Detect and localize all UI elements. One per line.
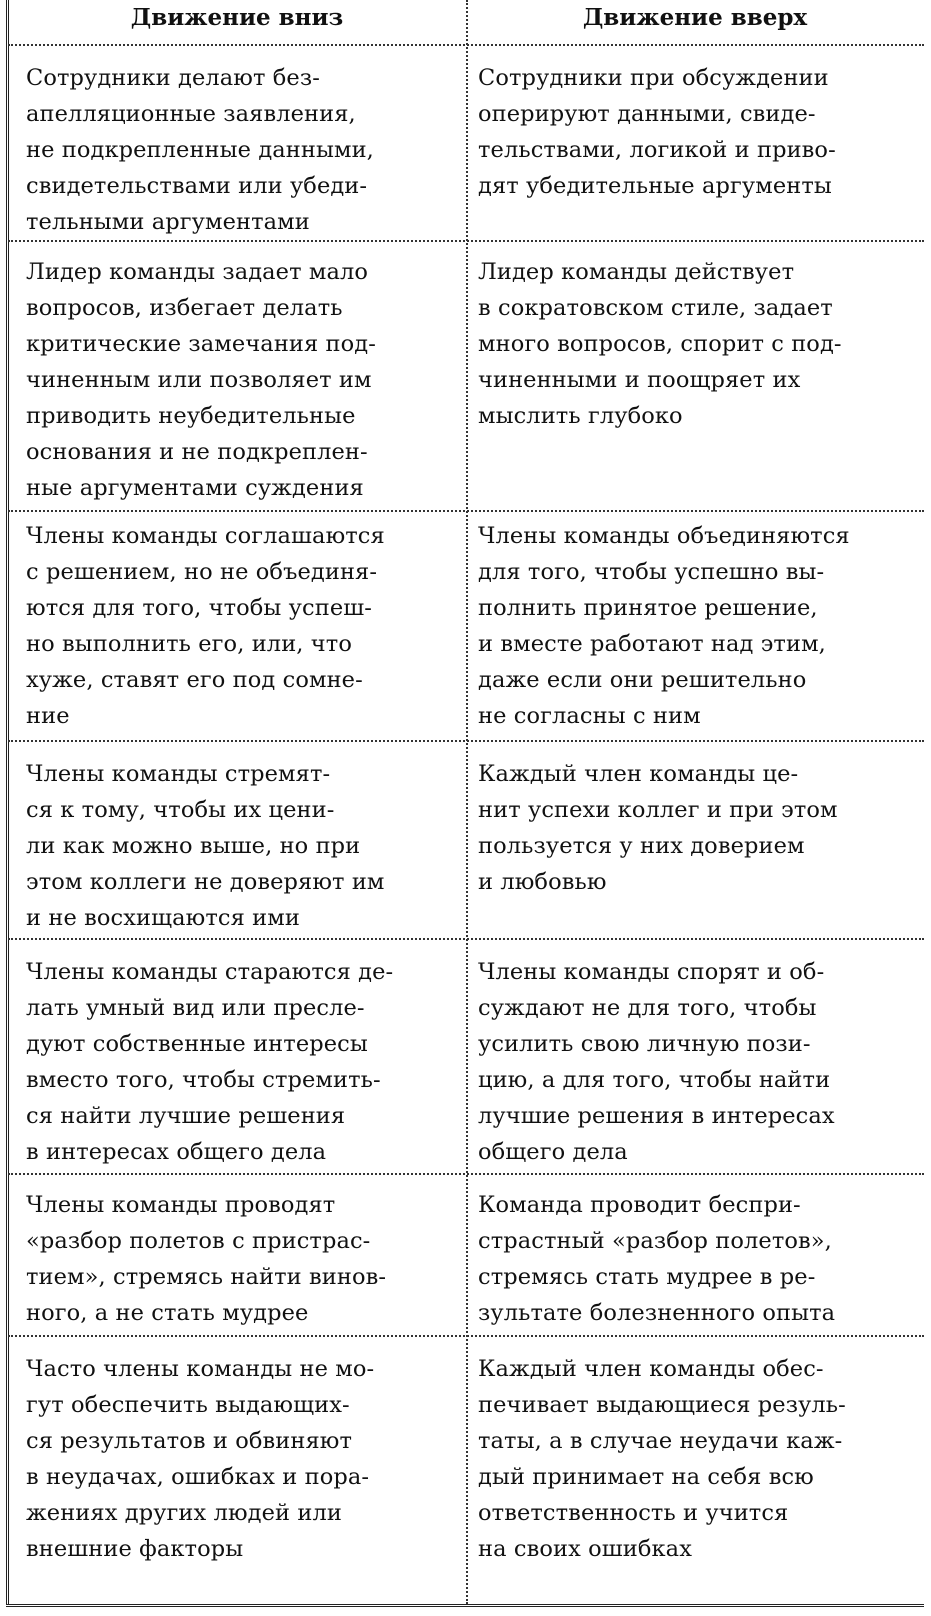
cell-down: Члены команды стараются де- лать умный вид или пресле- дуют собственные интересы вместо того, чтобы стремить- ся найти лучшие решения в интересах общего дела [26,959,394,1165]
table-row [8,512,924,742]
cell-down: Члены команды проводят «разбор полетов с пристрас- тием», стремясь найти винов- ного, а не стать мудрее [26,1192,387,1326]
table-header [0,0,931,45]
bottom-border-rule [6,1604,924,1607]
cell-up: Сотрудники при обсуждении оперируют данными, свиде- тельствами, логикой и приво- дят убедительные аргументы [478,65,836,199]
cell-up: Каждый член команды обес- печивает выдающиеся резуль- таты, а в случае неудачи каж- дый принимает на себя всю ответственность и учится на своих ошибках [478,1356,846,1562]
cell-up: Команда проводит беспри- страстный «разбор полетов», стремясь стать мудрее в ре- зультате болезненного опыта [478,1192,836,1326]
cell-down: Сотрудники делают без- апелляционные заявления, не подкрепленные данными, свидетельствами или убеди- тельными аргументами [26,65,374,235]
header-movement-up: Движение вверх [582,4,808,31]
cell-down: Члены команды соглашаются с решением, но не объединя- ются для того, чтобы успеш- но выполнить его, или, что хуже, ставят его под сомне- ние [26,523,385,729]
cell-down: Члены команды стремят- ся к тому, чтобы их цени- ли как можно выше, но при этом коллеги не доверяют им и не восхищаются ими [26,761,385,931]
table-row [8,1337,924,1587]
table-row [8,242,924,512]
cell-up: Члены команды объединяются для того, чтобы успешно вы- полнить принятое решение, и вместе работают над этим, даже если они решительно не согласны с ним [478,523,850,729]
cell-up: Члены команды спорят и об- суждают не для того, чтобы усилить свою личную пози- цию, а для того, чтобы найти лучшие решения в интересах общего дела [478,959,835,1165]
header-movement-down: Движение вниз [130,4,344,31]
table-row [8,1175,924,1337]
cell-up: Лидер команды действует в сократовском стиле, задает много вопросов, спорит с под- чиненными и поощряет их мыслить глубоко [478,259,842,429]
table-row [8,46,924,242]
cell-down: Лидер команды задает мало вопросов, избегает делать критические замечания под- чиненным или позволяет им приводить неубедительные основания и не подкреплен- ные аргументами суждения [26,259,376,501]
table-body [8,46,924,1587]
cell-up: Каждый член команды це- нит успехи коллег и при этом пользуется у них доверием и любовью [478,761,838,895]
table-row [8,742,924,940]
table-row [8,940,924,1175]
cell-down: Часто члены команды не мо- гут обеспечить выдающих- ся результатов и обвиняют в неудачах, ошибках и пора- жениях других людей или внешние факторы [26,1356,375,1562]
